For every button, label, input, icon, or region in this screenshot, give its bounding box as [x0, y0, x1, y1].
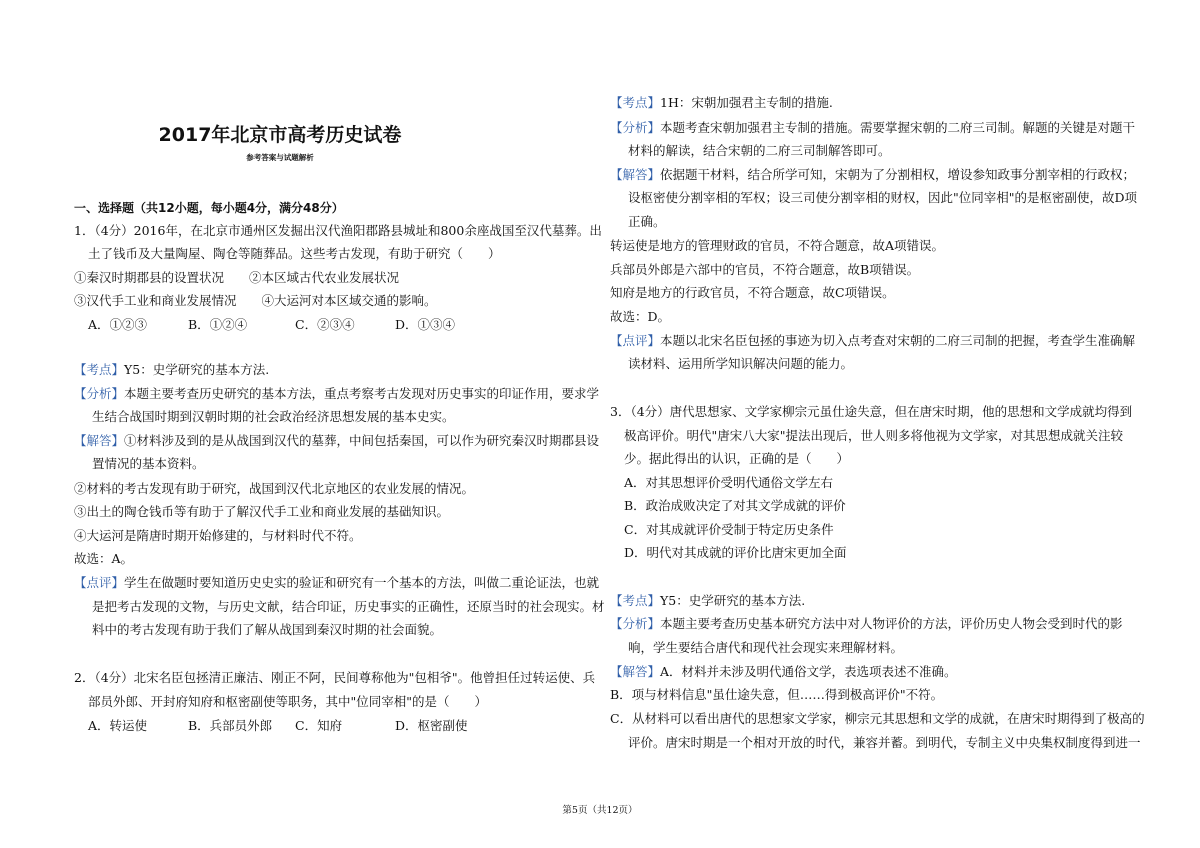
q3-kaodian-text: Y5：史学研究的基本方法.: [660, 593, 806, 608]
q1-fenxi-text1: 本题主要考查历史研究的基本方法，重点考察考古发现对历史事实的印证作用，要求学: [124, 386, 600, 401]
q2-kaodian-text: 1H：宋朝加强君主专制的措施.: [660, 95, 833, 110]
q1-jieda: [74, 433, 599, 449]
q1-dianping-line3: 料中的考古发现有助于我们了解从战国到秦汉时期的社会面貌。: [92, 622, 443, 637]
q1-analysis-b: ②材料的考古发现有助于研究，战国到汉代北京地区的农业发展的情况。: [74, 481, 475, 496]
q2-jieda-line3: 正确。: [628, 214, 666, 229]
page-title: 2017年北京市高考历史试卷: [158, 124, 402, 146]
q2-stem-line2: 部员外郎、开封府知府和枢密副使等职务，其中"位同宰相"的是（ ）: [88, 694, 488, 709]
q1-analysis-d: ④大运河是隋唐时期开始修建的，与材料时代不符。: [74, 528, 362, 543]
q2-analysis-b: 兵部员外郎是六部中的官员，不符合题意，故B项错误。: [610, 262, 920, 277]
q2-stem-line1: 2．（4分）北宋名臣包拯清正廉洁、刚正不阿，民间尊称他为"包相爷"。他曾担任过转运使、兵: [74, 670, 596, 685]
q2-jieda-line2: 设枢密使分割宰相的军权；设三司使分割宰相的财权，因此"位同宰相"的是枢密副使，故D项: [628, 190, 1138, 205]
q2-option-b: B．兵部员外郎: [188, 718, 273, 733]
jieda-tag: 【解答】: [610, 167, 661, 182]
q1-option-c: C．②③④: [295, 317, 355, 332]
q3-fenxi-line2: 响，学生要结合唐代和现代社会现实来理解材料。: [628, 640, 904, 655]
q3-fenxi-text1: 本题主要考查历史基本研究方法中对人物评价的方法，评价历史人物会受到时代的影: [660, 616, 1123, 631]
q2-analysis-a: 转运使是地方的管理财政的官员，不符合题意，故A项错误。: [610, 238, 945, 253]
q2-fenxi-text1: 本题考查宋朝加强君主专制的措施。需要掌握宋朝的二府三司制。解题的关键是对题干: [660, 120, 1136, 135]
q1-options: [74, 317, 455, 333]
q3-option-c: C．对其成就评价受制于特定历史条件: [624, 522, 834, 537]
q1-option-a: A．①②③: [88, 317, 148, 332]
q2-dianping: [610, 333, 1135, 349]
section-heading: 一、选择题（共12小题，每小题4分，满分48分）: [74, 201, 344, 215]
fenxi-tag: 【分析】: [610, 120, 661, 135]
jieda-tag: 【解答】: [74, 433, 125, 448]
fenxi-tag: 【分析】: [610, 616, 661, 631]
q1-kaodian-text: Y5：史学研究的基本方法.: [124, 362, 270, 377]
dianping-tag: 【点评】: [610, 333, 661, 348]
q2-kaodian: [610, 95, 833, 111]
q1-option-d: D．①③④: [395, 317, 456, 332]
q2-options: [74, 718, 468, 734]
q1-item-line1: ①秦汉时期郡县的设置状况 ②本区域古代农业发展状况: [74, 270, 400, 285]
q3-jieda: [610, 664, 957, 680]
q1-stem-line1: 1．（4分）2016年，在北京市通州区发掘出汉代渔阳郡路县城址和800余座战国至汉代墓葬。出: [74, 223, 602, 238]
q2-fenxi: [610, 120, 1135, 136]
q3-option-d: D．明代对其成就的评价比唐宋更加全面: [624, 545, 847, 560]
page-footer: 第5页（共12页）: [562, 805, 638, 816]
q2-option-a: A．转运使: [88, 718, 148, 733]
q1-answer: 故选：A。: [74, 551, 134, 566]
q2-analysis-c: 知府是地方的行政官员，不符合题意，故C项错误。: [610, 285, 895, 300]
q2-jieda-text1: 依据题干材料，结合所学可知，宋朝为了分割相权，增设参知政事分割宰相的行政权；: [660, 167, 1136, 182]
q1-dianping-text1: 学生在做题时要知道历史史实的验证和研究有一个基本的方法，叫做二重论证法，也就: [124, 575, 600, 590]
q1-fenxi: [74, 386, 599, 402]
q3-analysis-c2: 评价。唐宋时期是一个相对开放的时代，兼容并蓄。到明代，专制主义中央集权制度得到进一: [628, 735, 1141, 750]
kaodian-tag: 【考点】: [610, 593, 661, 608]
fenxi-tag: 【分析】: [74, 386, 125, 401]
q2-answer: 故选：D。: [610, 309, 671, 324]
q3-stem-line3: 少。据此得出的认识，正确的是（ ）: [624, 451, 850, 466]
q3-kaodian: [610, 593, 805, 609]
q1-item-line2: ③汉代手工业和商业发展情况 ④大运河对本区域交通的影响。: [74, 293, 437, 308]
q1-option-b: B．①②④: [188, 317, 248, 332]
dianping-tag: 【点评】: [74, 575, 125, 590]
q3-option-a: A．对其思想评价受明代通俗文学左右: [624, 475, 834, 490]
q2-fenxi-line2: 材料的解读，结合宋朝的二府三司制解答即可。: [628, 143, 891, 158]
q2-option-c: C．知府: [295, 718, 343, 733]
q2-option-d: D．枢密副使: [395, 718, 468, 733]
kaodian-tag: 【考点】: [74, 362, 125, 377]
q1-dianping-line2: 是把考古发现的文物，与历史文献，结合印证，历史事实的正确性，还原当时的社会现实。材: [92, 599, 605, 614]
q3-fenxi: [610, 616, 1123, 632]
kaodian-tag: 【考点】: [610, 95, 661, 110]
page-subtitle: 参考答案与试题解析: [246, 153, 314, 162]
q3-analysis-c1: C．从材料可以看出唐代的思想家文学家，柳宗元其思想和文学的成就，在唐宋时期得到了极高的: [610, 711, 1145, 726]
q2-jieda: [610, 167, 1135, 183]
q3-analysis-b: B．项与材料信息"虽仕途失意，但……得到极高评价"不符。: [610, 687, 944, 702]
jieda-tag: 【解答】: [610, 664, 661, 679]
q1-stem-line2: 土了钱币及大量陶屋、陶仓等随葬品。这些考古发现，有助于研究（ ）: [88, 246, 501, 261]
q2-dianping-text1: 本题以北宋名臣包拯的事迹为切入点考查对宋朝的二府三司制的把握，考查学生准确解: [660, 333, 1136, 348]
q3-jieda-text1: A．材料并未涉及明代通俗文学，表选项表述不准确。: [660, 664, 957, 679]
q1-kaodian: [74, 362, 269, 378]
q1-jieda-text1: ①材料涉及到的是从战国到汉代的墓葬，中间包括秦国，可以作为研究秦汉时期郡县设: [124, 433, 600, 448]
q1-analysis-c: ③出土的陶仓钱币等有助于了解汉代手工业和商业发展的基础知识。: [74, 504, 450, 519]
q3-stem-line1: 3．（4分）唐代思想家、文学家柳宗元虽仕途失意，但在唐宋时期，他的思想和文学成就均得到: [610, 404, 1133, 419]
q1-dianping: [74, 575, 599, 591]
q3-option-b: B．政治成败决定了对其文学成就的评价: [624, 498, 846, 513]
q2-dianping-line2: 读材料、运用所学知识解决问题的能力。: [628, 356, 854, 371]
q1-jieda-line2: 置情况的基本资料。: [92, 456, 205, 471]
q3-stem-line2: 极高评价。明代"唐宋八大家"提法出现后，世人则多将他视为文学家，对其思想成就关注较: [624, 428, 1124, 443]
q1-fenxi-line2: 生结合战国时期到汉朝时期的社会政治经济思想发展的基本史实。: [92, 409, 455, 424]
